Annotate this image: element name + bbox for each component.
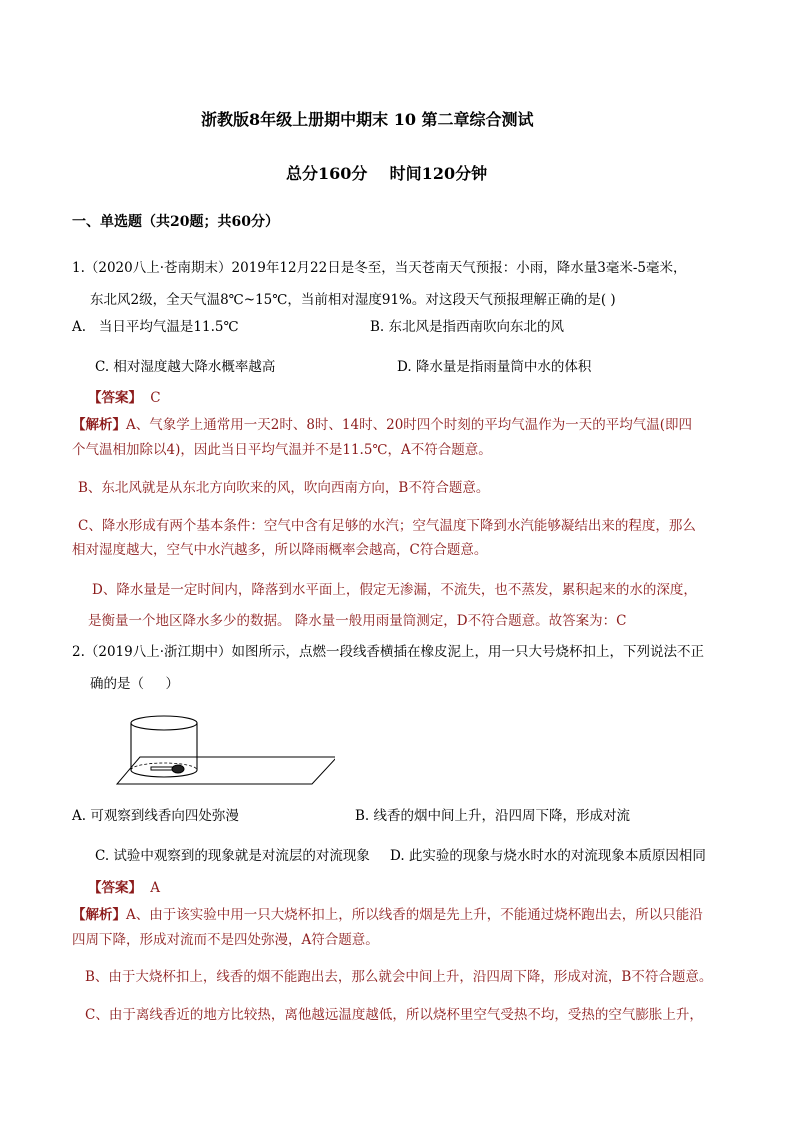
question-1-analysis-c-line1: C、降水形成有两个基本条件：空气中含有足够的水汽；空气温度下降到水汽能够凝结出来的程度，那么 xyxy=(78,518,696,534)
table-plane xyxy=(117,757,335,784)
question-1-stem-line1: 1.（2020八上·苍南期末）2019年12月22日是冬至，当天苍南天气预报：小雨，降水量3毫米-5毫米， xyxy=(72,260,687,276)
question-1-answer xyxy=(88,386,161,406)
question-2-option-b: B. 线香的烟中间上升，沿四周下降，形成对流 xyxy=(355,808,631,824)
analysis-tag: 【解析】 xyxy=(72,417,126,433)
question-2-stem-line2: 确的是（ ） xyxy=(90,676,179,692)
analysis-text: A、气象学上通常用一天2时、8时、14时、20时四个时刻的平均气温作为一天的平均气温(即四 xyxy=(126,417,693,433)
incense-stick xyxy=(151,767,173,770)
question-1-analysis-d-line2: 是衡量一个地区降水多少的数据。 降水量一般用雨量筒测定，D不符合题意。故答案为：C xyxy=(88,613,627,629)
question-2-option-d: D. 此实验的现象与烧水时水的对流现象本质原因相同 xyxy=(390,848,706,864)
beaker-base xyxy=(131,770,197,777)
question-2-analysis-c: C、由于离线香近的地方比较热，离他越远温度越低，所以烧杯里空气受热不均，受热的空气膨胀上升， xyxy=(85,1007,703,1023)
question-2-answer xyxy=(88,876,160,896)
answer-tag: 【答案】 xyxy=(88,880,142,896)
answer-value: A xyxy=(150,880,161,896)
section-heading: 一、单选题（共20题；共60分） xyxy=(72,214,279,230)
analysis-text: A、由于该实验中用一只大烧杯扣上，所以线香的烟是先上升，不能通过烧杯跑出去，所以只能沿 xyxy=(126,907,703,923)
question-1-analysis-b: B、东北风就是从东北方向吹来的风，吹向西南方向，B不符合题意。 xyxy=(78,480,490,496)
clay-lump xyxy=(172,765,184,773)
question-2-stem-line1: 2.（2019八上·浙江期中）如图所示，点燃一段线香横插在橡皮泥上，用一只大号烧杯扣上，下列说法不正 xyxy=(72,644,705,660)
question-1-option-b: B. 东北风是指西南吹向东北的风 xyxy=(370,319,565,335)
question-1-analysis-d-line1: D、降水量是一定时间内，降落到水平面上，假定无渗漏，不流失，也不蒸发，累积起来的水的深度， xyxy=(92,582,697,598)
analysis-tag: 【解析】 xyxy=(72,907,126,923)
question-1-option-d: D. 降水量是指雨量筒中水的体积 xyxy=(397,359,592,375)
question-2-option-c: C. 试验中观察到的现象就是对流层的对流现象 xyxy=(95,848,370,864)
experiment-figure xyxy=(115,710,335,790)
page-subtitle: 总分160分 时间120分钟 xyxy=(286,164,488,183)
question-2-analysis-line1 xyxy=(72,903,703,923)
question-1-analysis-line1 xyxy=(72,413,692,433)
question-2-option-a: A. 可观察到线香向四处弥漫 xyxy=(72,808,239,824)
beaker-rim xyxy=(131,716,197,730)
page-title: 浙教版8年级上册期中期末 10 第二章综合测试 xyxy=(201,110,534,129)
question-1-option-a: A. 当日平均气温是11.5℃ xyxy=(72,319,239,335)
answer-tag: 【答案】 xyxy=(88,390,142,406)
question-1-stem-line2: 东北风2级，全天气温8℃~15℃，当前相对湿度91%。对这段天气预报理解正确的是( ) xyxy=(90,292,616,308)
question-1-analysis-c-line2: 相对湿度越大，空气中水汽越多，所以降雨概率会越高，C符合题意。 xyxy=(72,542,488,558)
question-2-analysis-b: B、由于大烧杯扣上，线香的烟不能跑出去，那么就会中间上升，沿四周下降，形成对流，B不符合题意。 xyxy=(85,969,713,985)
answer-value: C xyxy=(150,390,161,406)
question-2-analysis-line2: 四周下降，形成对流而不是四处弥漫，A符合题意。 xyxy=(72,932,379,948)
question-1-option-c: C. 相对湿度越大降水概率越高 xyxy=(95,359,276,375)
question-1-analysis-line2: 个气温相加除以4)，因此当日平均气温并不是11.5℃，A不符合题意。 xyxy=(72,442,492,458)
